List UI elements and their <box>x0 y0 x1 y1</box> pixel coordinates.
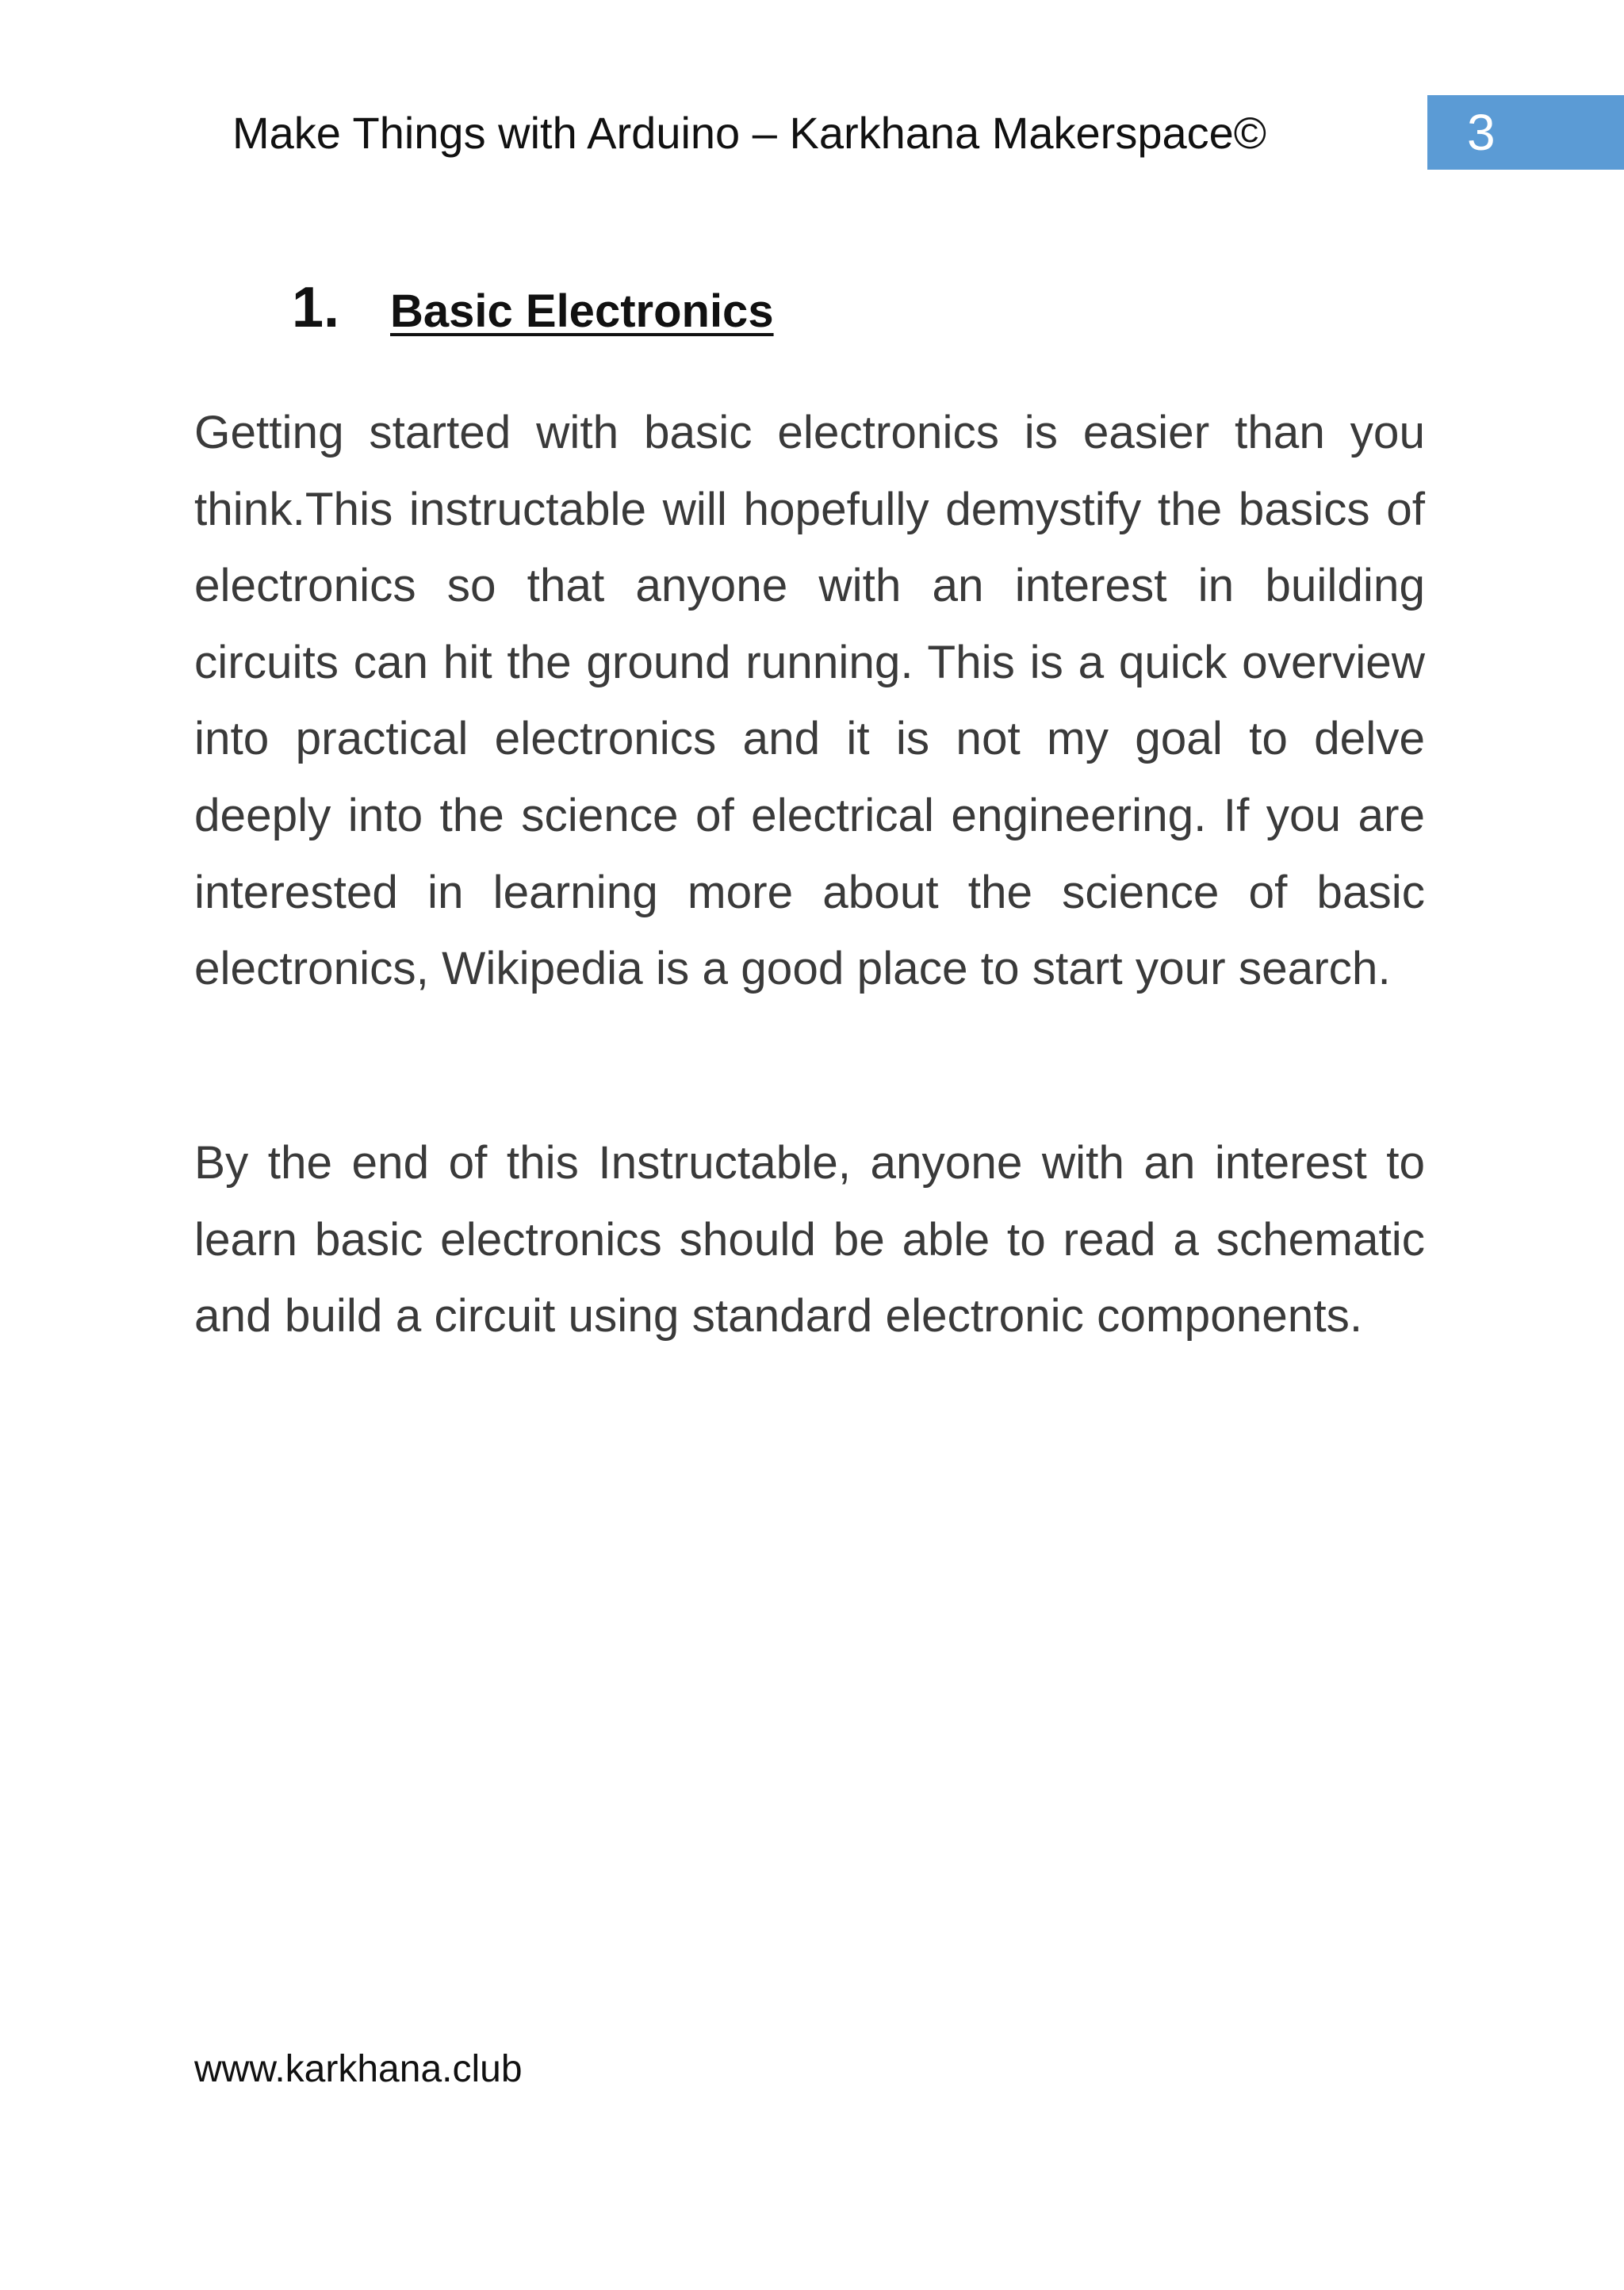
page-header-title: Make Things with Arduino – Karkhana Makerspace© <box>232 108 1267 158</box>
section-heading <box>292 270 774 350</box>
section-title: Basic Electronics <box>390 285 774 337</box>
page-number-box <box>1427 95 1624 170</box>
body-paragraph: Getting started with basic electronics is easier than you think.This instructable will hopefully demystify the basics of electronics so that anyone with an interest in building circuits can hit the ground running. This is a quick overview into practical electronics and it is not my goal to delve deeply into the science of electrical engineering. If you are interested in learning more about the science of basic electronics, Wikipedia is a good place to start your search. <box>194 407 1425 995</box>
footer-url: www.karkhana.club <box>194 2048 523 2090</box>
body-paragraph: By the end of this Instructable, anyone with an interest to learn basic electronics should be able to read a schematic and build a circuit using standard electronic components. <box>194 1137 1425 1342</box>
section-number: 1. <box>292 276 340 339</box>
page-number: 3 <box>1467 104 1496 161</box>
